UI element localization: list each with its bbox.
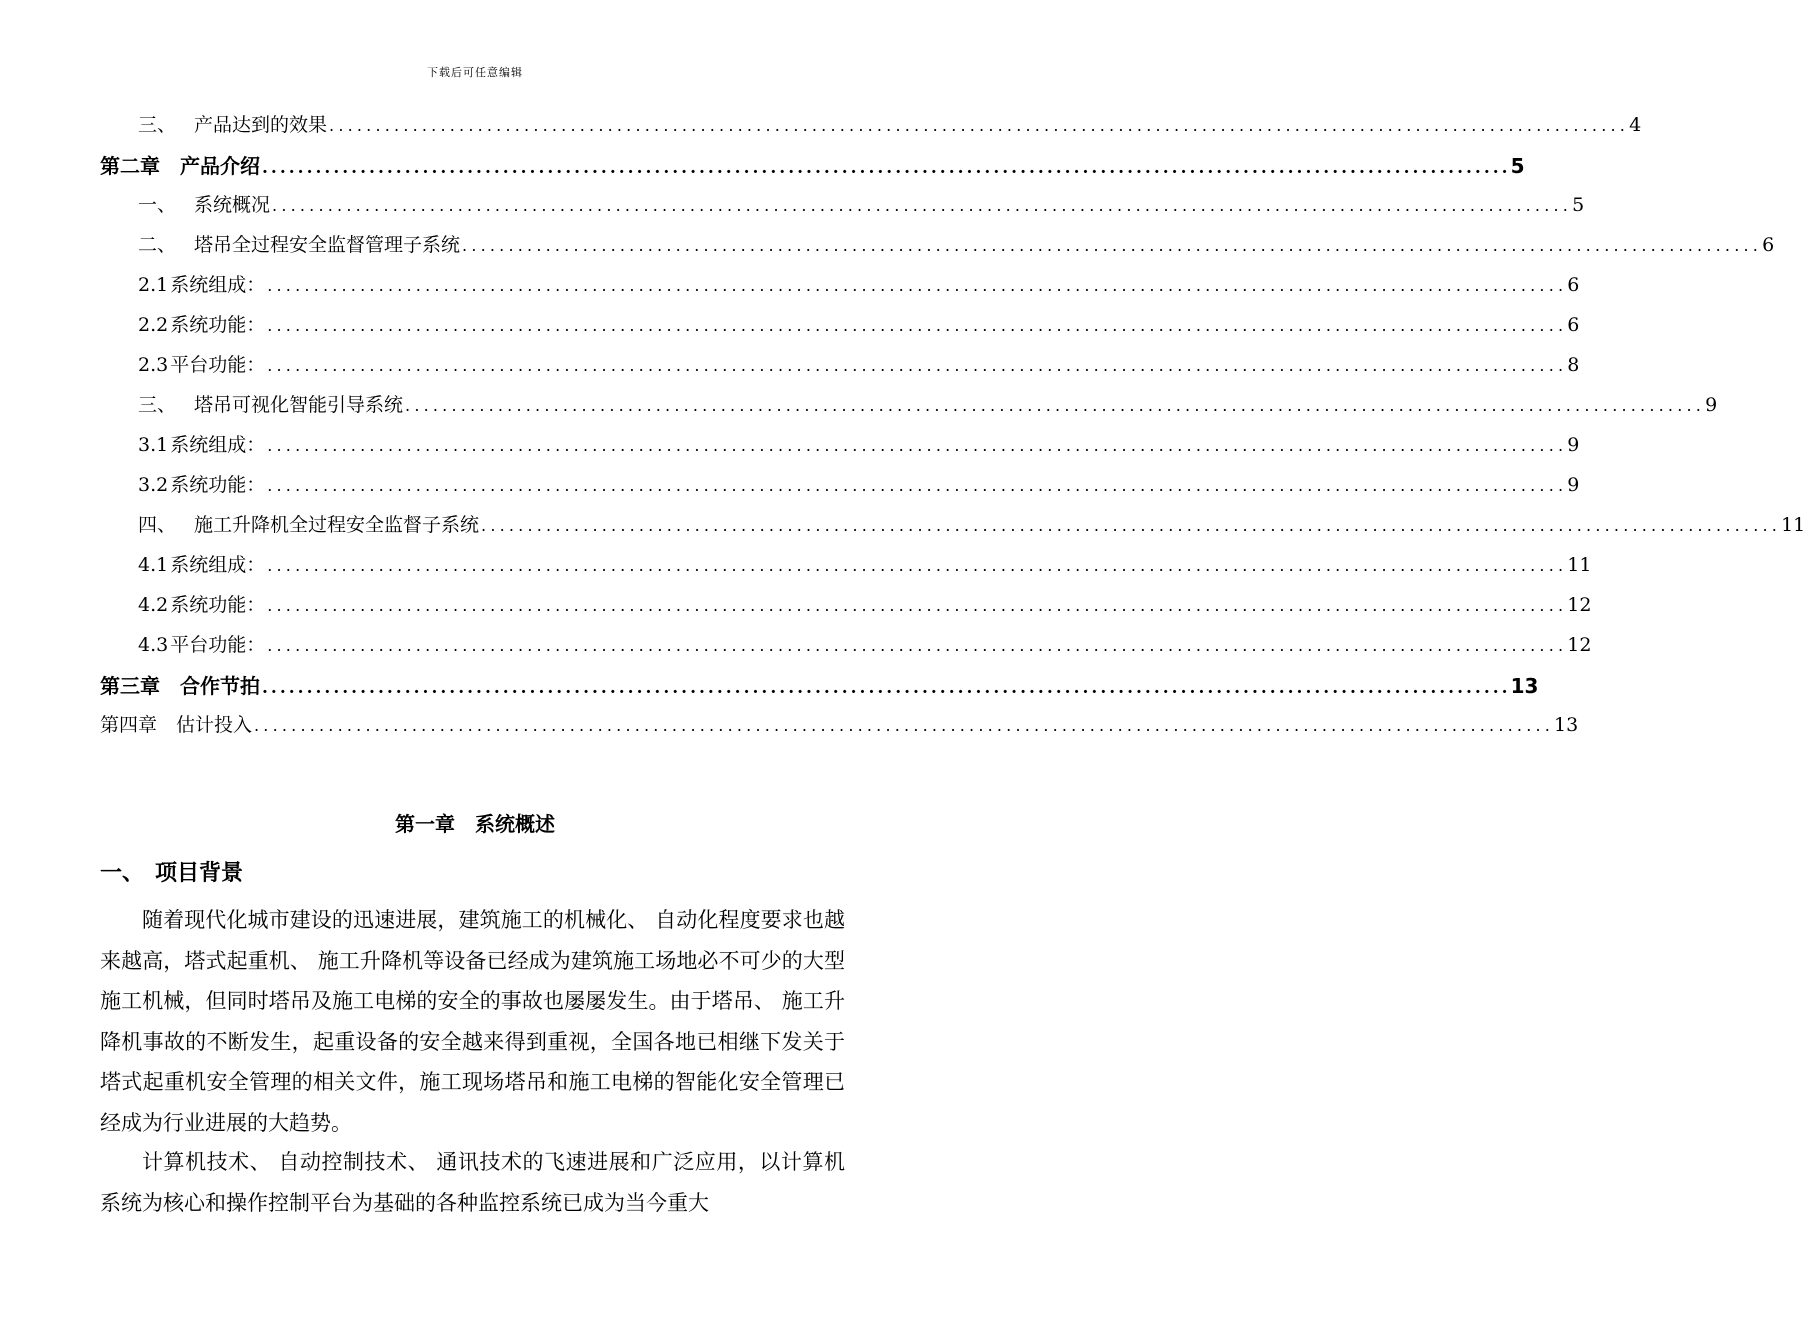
toc-leader-dots: ............................................................................................................................................ bbox=[481, 516, 1782, 535]
toc-leader-dots: ............................................................................................................................................ bbox=[267, 436, 1568, 455]
toc-entry-title: 施工升降机全过程安全监督子系统 bbox=[194, 514, 480, 536]
toc-entry-number: 4.3 bbox=[138, 634, 169, 656]
toc-entry-number: 2.2 bbox=[138, 314, 169, 336]
toc-entry-number: 2.3 bbox=[138, 354, 169, 376]
toc-entry-title: 系统概况 bbox=[194, 194, 271, 216]
toc-leader-dots: ............................................................................................................................................ bbox=[405, 396, 1706, 415]
toc-entry-number: 2.1 bbox=[138, 274, 169, 296]
toc-page-number: 13 bbox=[1510, 674, 1539, 698]
toc-page-number: 4 bbox=[1629, 114, 1642, 136]
toc-entry-number: 三、 bbox=[138, 114, 177, 136]
toc-entry-label bbox=[138, 630, 265, 657]
toc-page-number: 6 bbox=[1567, 314, 1580, 336]
toc-entry-title: 第二章 产品介绍 bbox=[100, 154, 260, 178]
toc-page-number: 5 bbox=[1572, 194, 1585, 216]
toc-entry[interactable] bbox=[100, 670, 1539, 700]
toc-entry-number: 一、 bbox=[138, 194, 177, 216]
chapter-title: 第一章 系统概述 bbox=[395, 812, 555, 836]
toc-entry-label bbox=[138, 550, 265, 577]
toc-leader-dots: ............................................................................................................................................ bbox=[267, 316, 1568, 335]
toc-entry-title: 系统组成： bbox=[170, 274, 266, 296]
toc-entry[interactable] bbox=[138, 470, 1580, 500]
toc-entry-title: 系统功能： bbox=[170, 314, 266, 336]
toc-entry-label bbox=[138, 430, 265, 457]
toc-leader-dots: ............................................................................................................................................ bbox=[267, 356, 1568, 375]
toc-entry-title: 平台功能： bbox=[170, 634, 266, 656]
toc-entry-title: 产品达到的效果 bbox=[194, 114, 328, 136]
toc-entry-label bbox=[138, 390, 403, 417]
toc-entry[interactable] bbox=[138, 230, 1775, 260]
toc-leader-dots: ............................................................................................................................................ bbox=[267, 556, 1568, 575]
toc-entry[interactable] bbox=[138, 310, 1580, 340]
toc-entry[interactable] bbox=[138, 110, 1642, 140]
toc-page-number: 12 bbox=[1567, 594, 1592, 616]
toc-entry[interactable] bbox=[138, 590, 1592, 620]
toc-entry-label bbox=[138, 510, 479, 537]
toc-entry-title: 系统功能： bbox=[170, 474, 266, 496]
toc-page-number: 9 bbox=[1567, 434, 1580, 456]
toc-page-number: 11 bbox=[1567, 554, 1592, 576]
toc-entry-label bbox=[100, 670, 260, 699]
toc-entry[interactable] bbox=[138, 630, 1592, 660]
toc-entry-title: 系统功能： bbox=[170, 594, 266, 616]
toc-page-number: 6 bbox=[1762, 234, 1775, 256]
toc-entry[interactable] bbox=[100, 710, 1579, 740]
toc-leader-dots: ............................................................................................................................................ bbox=[462, 236, 1763, 255]
toc-page-number: 6 bbox=[1567, 274, 1580, 296]
toc-entry[interactable] bbox=[138, 510, 1805, 540]
toc-page-number: 8 bbox=[1567, 354, 1580, 376]
toc-entry[interactable] bbox=[138, 390, 1718, 420]
toc-entry[interactable] bbox=[138, 550, 1592, 580]
toc-leader-dots: ............................................................................................................................................ bbox=[267, 276, 1568, 295]
toc-entry-number: 四、 bbox=[138, 514, 177, 536]
toc-entry-number: 三、 bbox=[138, 394, 177, 416]
toc-entry-label bbox=[138, 110, 327, 137]
toc-page-number: 12 bbox=[1567, 634, 1592, 656]
toc-entry-title: 平台功能： bbox=[170, 354, 266, 376]
toc-entry-title: 塔吊可视化智能引导系统 bbox=[194, 394, 404, 416]
toc-entry-label bbox=[138, 230, 460, 257]
toc-entry[interactable] bbox=[138, 270, 1580, 300]
toc-leader-dots: ............................................................................................................................................ bbox=[254, 716, 1555, 735]
toc-entry-title: 第四章 估计投入 bbox=[100, 714, 253, 736]
page-header: 下载后可任意编辑 bbox=[427, 66, 523, 79]
toc-leader-dots: ............................................................................................................................................ bbox=[267, 636, 1568, 655]
toc-entry-title: 系统组成： bbox=[170, 554, 266, 576]
toc-page-number: 9 bbox=[1567, 474, 1580, 496]
toc-entry-label bbox=[138, 350, 265, 377]
toc-leader-dots: ............................................................................................................................................ bbox=[267, 476, 1568, 495]
toc-page-number: 5 bbox=[1510, 154, 1525, 178]
toc-leader-dots: ............................................................................................................................................ bbox=[262, 678, 1511, 698]
toc-entry-label bbox=[138, 190, 270, 217]
toc-entry[interactable] bbox=[138, 350, 1580, 380]
toc-entry[interactable] bbox=[100, 150, 1525, 180]
toc-entry-number: 4.2 bbox=[138, 594, 169, 616]
toc-entry[interactable] bbox=[138, 430, 1580, 460]
toc-leader-dots: ............................................................................................................................................ bbox=[267, 596, 1568, 615]
toc-entry-label bbox=[100, 710, 252, 737]
toc-entry-label bbox=[138, 310, 265, 337]
toc-entry[interactable] bbox=[138, 190, 1585, 220]
toc-leader-dots: ............................................................................................................................................ bbox=[272, 196, 1573, 215]
toc-page-number: 9 bbox=[1705, 394, 1718, 416]
toc-entry-title: 塔吊全过程安全监督管理子系统 bbox=[194, 234, 461, 256]
toc-entry-label bbox=[138, 470, 265, 497]
toc-entry-label bbox=[138, 270, 265, 297]
toc-entry-number: 二、 bbox=[138, 234, 177, 256]
toc-entry-label bbox=[100, 150, 260, 179]
body-paragraph: 计算机技术、 自动控制技术、 通讯技术的飞速进展和广泛应用，以计算机系统为核心和操作控制平台为基础的各种监控系统已成为当今重大 bbox=[100, 1150, 845, 1215]
toc-entry-label bbox=[138, 590, 265, 617]
toc-entry-title: 系统组成： bbox=[170, 434, 266, 456]
toc-entry-number: 4.1 bbox=[138, 554, 169, 576]
toc-entry-number: 3.1 bbox=[138, 434, 169, 456]
body-paragraph: 随着现代化城市建设的迅速进展，建筑施工的机械化、 自动化程度要求也越来越高，塔式起重机、 施工升降机等设备已经成为建筑施工场地必不可少的大型施工机械，但同时塔吊及施工电梯的安全的事故也屡屡发生。由于塔吊、 施工升降机事故的不断发生，起重设备的安全越来得到重视，全国各地已相继下发关于塔式起重机安全管理的相关文件，施工现场塔吊和施工电梯的智能化安全管理已经成为行业进展的大趋势。 bbox=[100, 908, 845, 1135]
toc-leader-dots: ............................................................................................................................................ bbox=[262, 158, 1511, 178]
toc-entry-title: 第三章 合作节拍 bbox=[100, 674, 260, 698]
toc-page-number: 13 bbox=[1554, 714, 1579, 736]
toc-page-number: 11 bbox=[1781, 514, 1805, 536]
toc-leader-dots: ............................................................................................................................................ bbox=[329, 116, 1630, 135]
section-title: 一、 项目背景 bbox=[100, 861, 244, 886]
toc-entry-number: 3.2 bbox=[138, 474, 169, 496]
